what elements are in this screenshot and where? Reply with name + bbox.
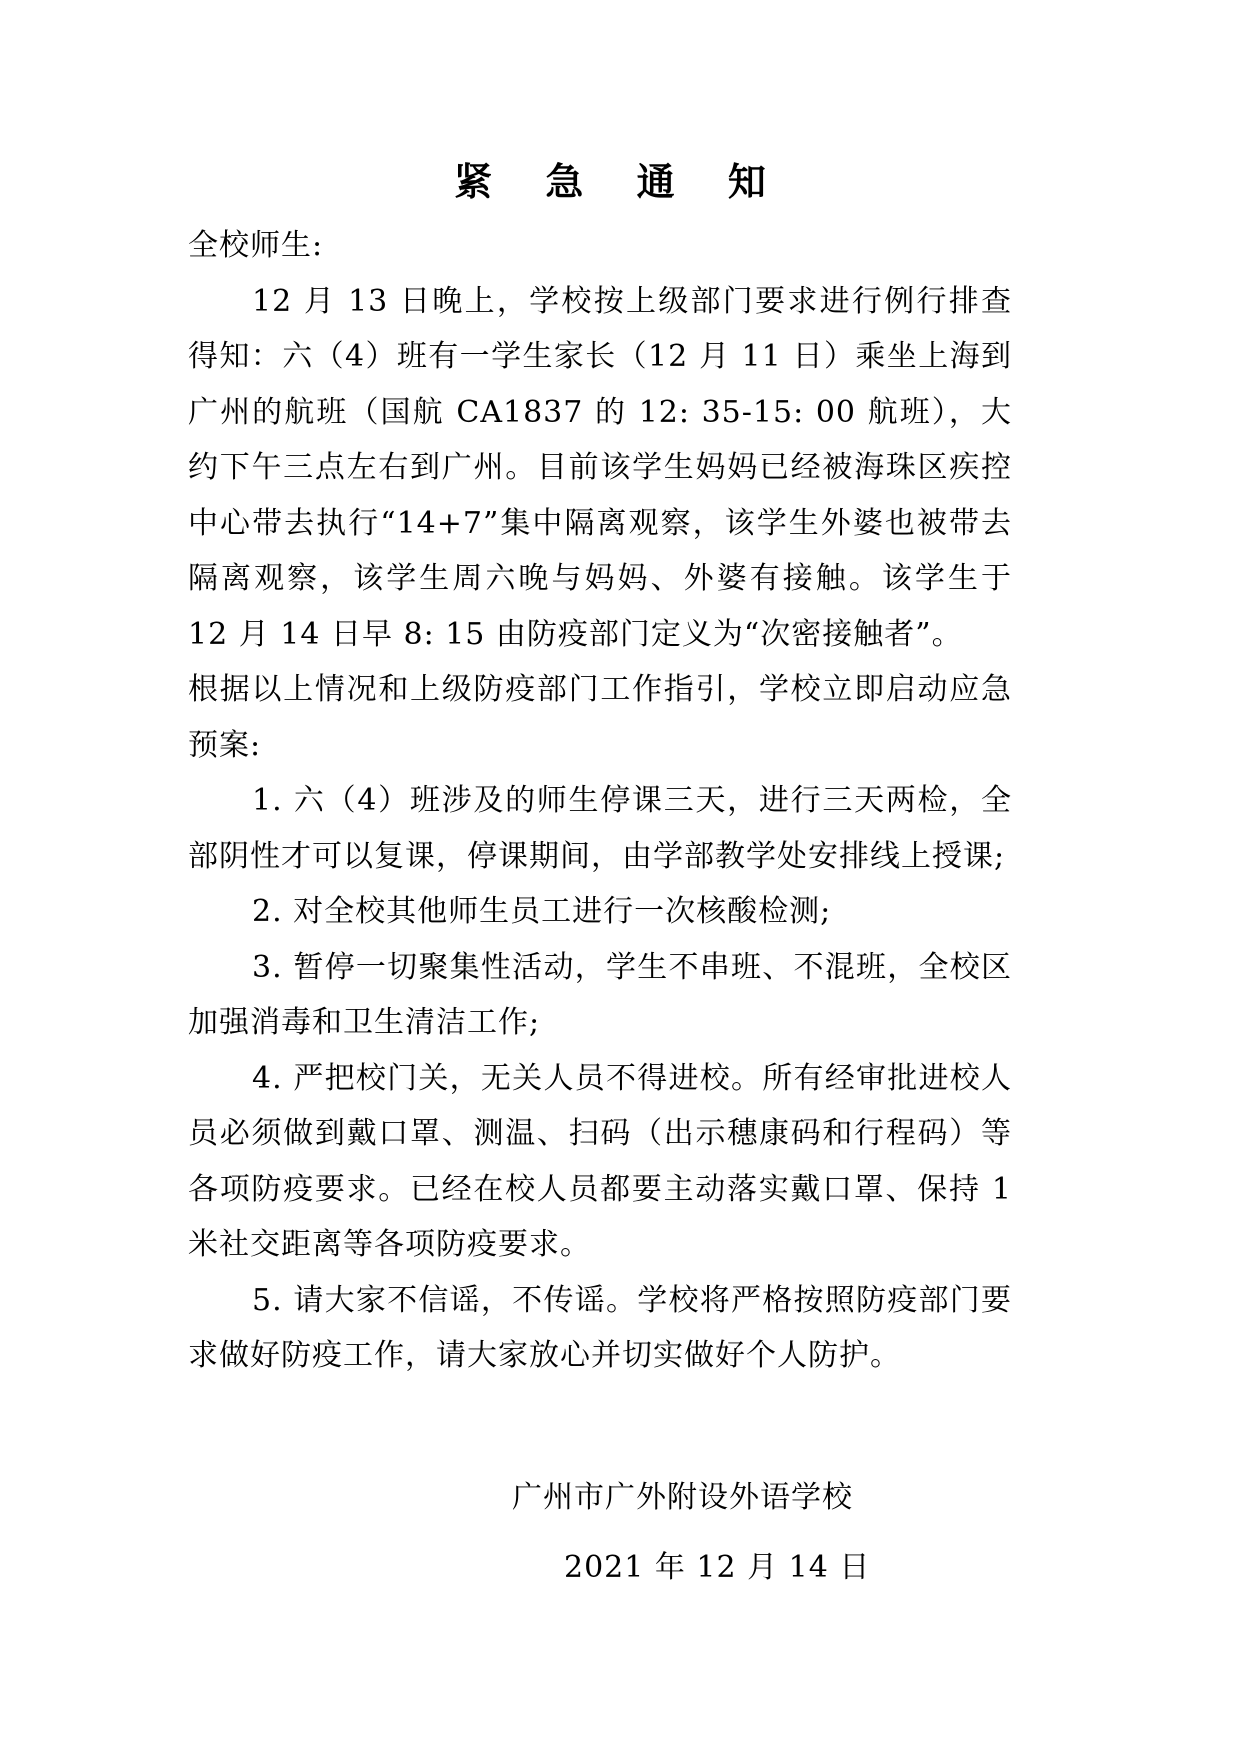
measure-item: 4. 严把校门关，无关人员不得进校。所有经审批进校人员必须做到戴口罩、测温、扫码（出示穗康码和行程码）等各项防疫要求。已经在校人员都要主动落实戴口罩、保持 1 米社交距离等各项防疫要求。: [188, 1060, 1012, 1262]
paragraph-incident: 12 月 13 日晚上，学校按上级部门要求进行例行排查得知：六（4）班有一学生家长（12 月 11 日）乘坐上海到广州的航班（国航 CA1837 的 12: 35-15: 00 航班），大约下午三点左右到广州。目前该学生妈妈已经被海珠区疾控中心带去执行“14+7”集中隔离观察，该学生外婆也被带去隔离观察，该学生周六晚与妈妈、外婆有接触。该学生于 12 月 14 日早 8: 15 由防疫部门定义为“次密接触者”。: [188, 283, 1012, 652]
measure-item: 3. 暂停一切聚集性活动，学生不串班、不混班，全校区加强消毒和卫生清洁工作;: [188, 949, 1012, 1040]
notice-body: [188, 218, 1012, 1384]
notice-title: 紧 急 通 知: [454, 159, 786, 204]
measure-item: 2. 对全校其他师生员工进行一次核酸检测;: [252, 894, 832, 929]
signature-date: 2021 年 12 月 14 日: [564, 1550, 871, 1585]
paragraph-emergency-plan: 根据以上情况和上级防疫部门工作指引，学校立即启动应急预案:: [188, 672, 1012, 763]
measure-item: 1. 六（4）班涉及的师生停课三天，进行三天两检，全部阴性才可以复课，停课期间，由学部教学处安排线上授课;: [188, 783, 1012, 874]
measure-item: 5. 请大家不信谣，不传谣。学校将严格按照防疫部门要求做好防疫工作，请大家放心并切实做好个人防护。: [188, 1282, 1012, 1373]
salutation: 全校师生:: [188, 228, 324, 263]
signature-school: 广州市广外附设外语学校: [512, 1480, 853, 1515]
